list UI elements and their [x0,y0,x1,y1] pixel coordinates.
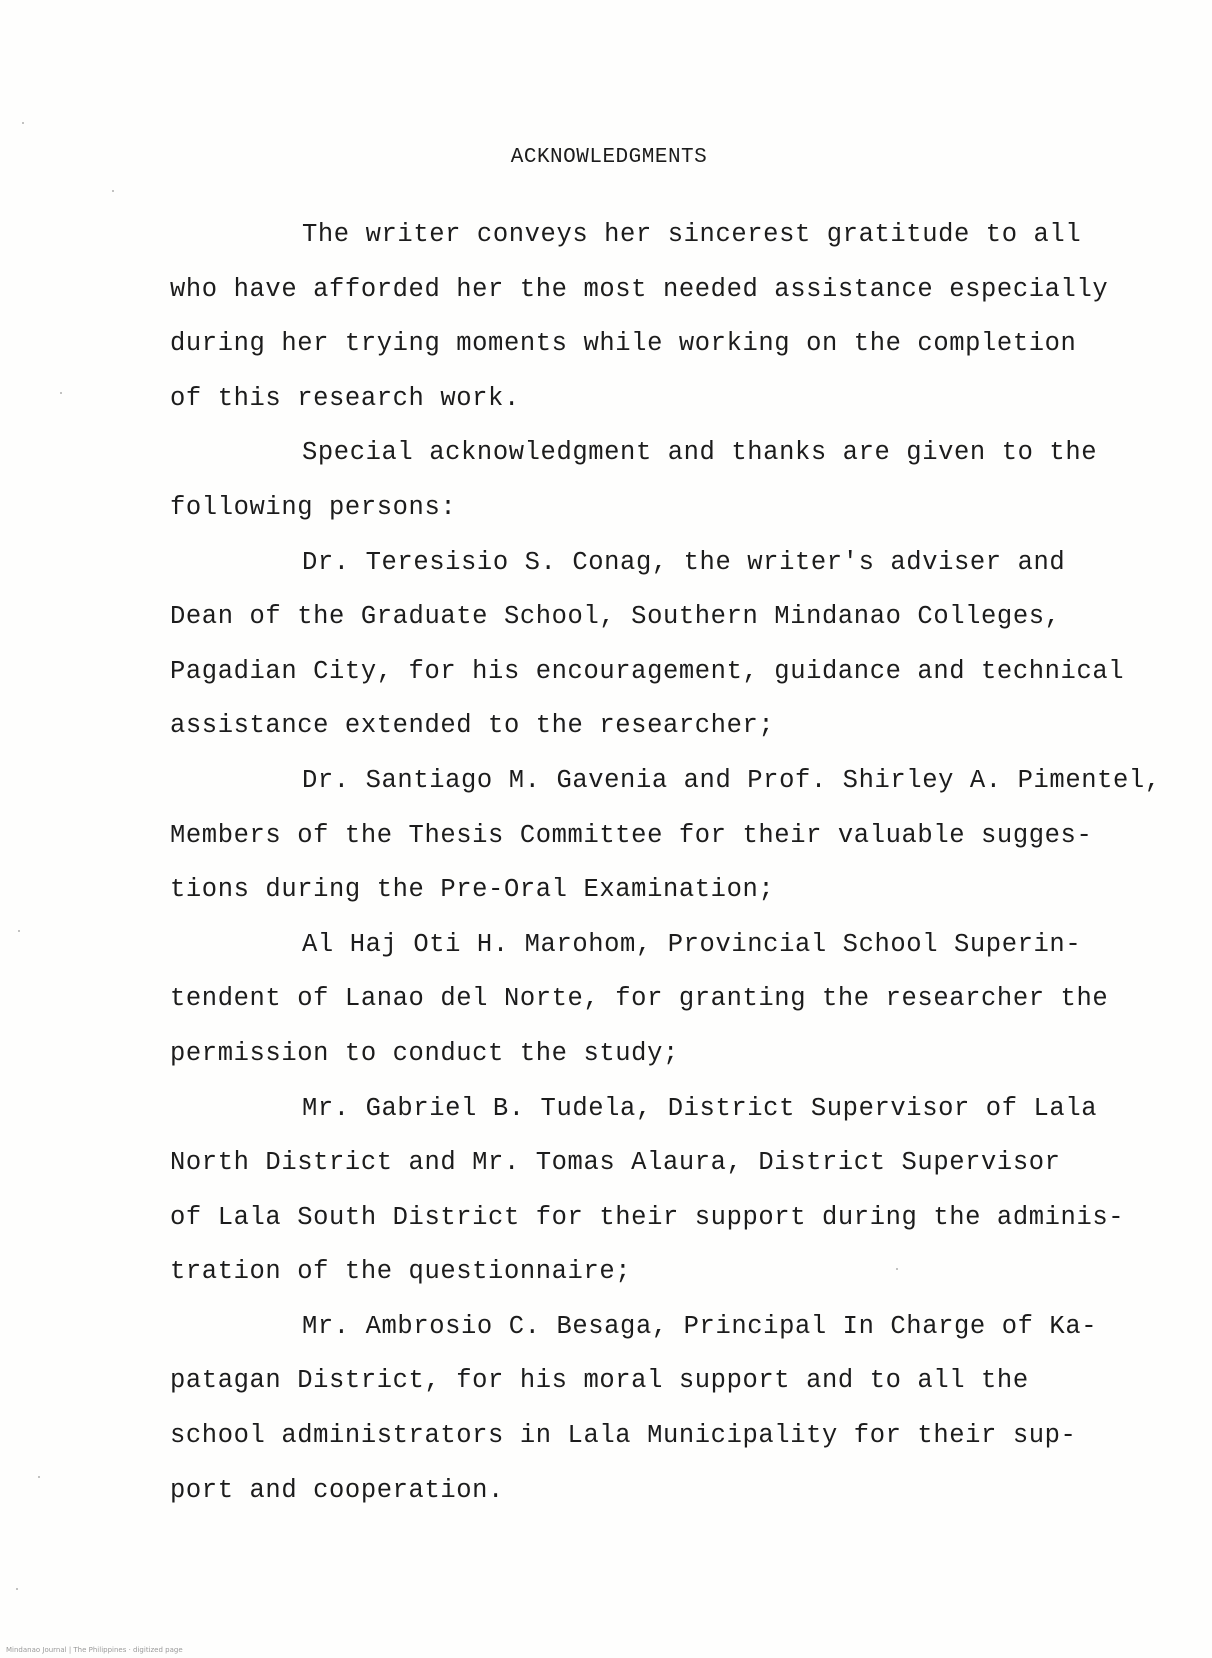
paragraph-line: Members of the Thesis Committee for their valuable sugges- [170,820,1093,850]
paragraph-line: permission to conduct the study; [170,1038,679,1068]
scan-speck [18,930,20,932]
paragraph-line: Dean of the Graduate School, Southern Mindanao Colleges, [170,602,1061,632]
paragraph-line: tions during the Pre-Oral Examination; [170,875,775,905]
paragraph-line: tendent of Lanao del Norte, for granting the researcher the [170,984,1109,1014]
scan-speck [112,190,114,192]
paragraph-line: The writer conveys her sincerest gratitude to all [302,220,1082,249]
paragraph-line: Dr. Santiago M. Gavenia and Prof. Shirley A. Pimentel, [302,765,1161,795]
paragraph-line: Al Haj Oti H. Marohom, Provincial School Superin- [302,929,1082,959]
paragraph-line: tration of the questionnaire; [170,1257,632,1287]
paragraph-line: patagan District, for his moral support and to all the [170,1366,1029,1396]
scan-speck [16,1588,18,1590]
scan-speck [22,122,24,124]
paragraph-line: during her trying moments while working on the completion [170,329,1077,359]
paragraph-line: port and cooperation. [170,1475,504,1505]
scan-footer-note: Mindanao Journal | The Philippines · digitized page [6,1646,183,1654]
paragraph-line: who have afforded her the most needed assistance especially [170,274,1109,304]
paragraph-line: Mr. Gabriel B. Tudela, District Supervisor of Lala [302,1093,1098,1123]
scan-speck [38,1476,40,1478]
scan-speck [896,1268,898,1270]
page-title: ACKNOWLEDGMENTS [510,146,708,169]
paragraph-line: Pagadian City, for his encouragement, guidance and technical [170,656,1125,686]
paragraph-line: Dr. Teresisio S. Conag, the writer's adviser and [302,547,1066,577]
paragraph-line: school administrators in Lala Municipality for their sup- [170,1421,1077,1451]
paragraph-line: of Lala South District for their support during the adminis- [170,1202,1125,1232]
paragraph-line: of this research work. [170,383,520,413]
paragraph-line: following persons: [170,492,457,522]
paragraph-line: assistance extended to the researcher; [170,711,775,741]
paragraph-line: North District and Mr. Tomas Alaura, District Supervisor [170,1148,1061,1178]
paragraph-line: Mr. Ambrosio C. Besaga, Principal In Charge of Ka- [302,1311,1098,1341]
scan-speck [60,392,62,394]
paragraph-line: Special acknowledgment and thanks are given to the [302,438,1098,468]
acknowledgment-body [170,208,1180,1518]
